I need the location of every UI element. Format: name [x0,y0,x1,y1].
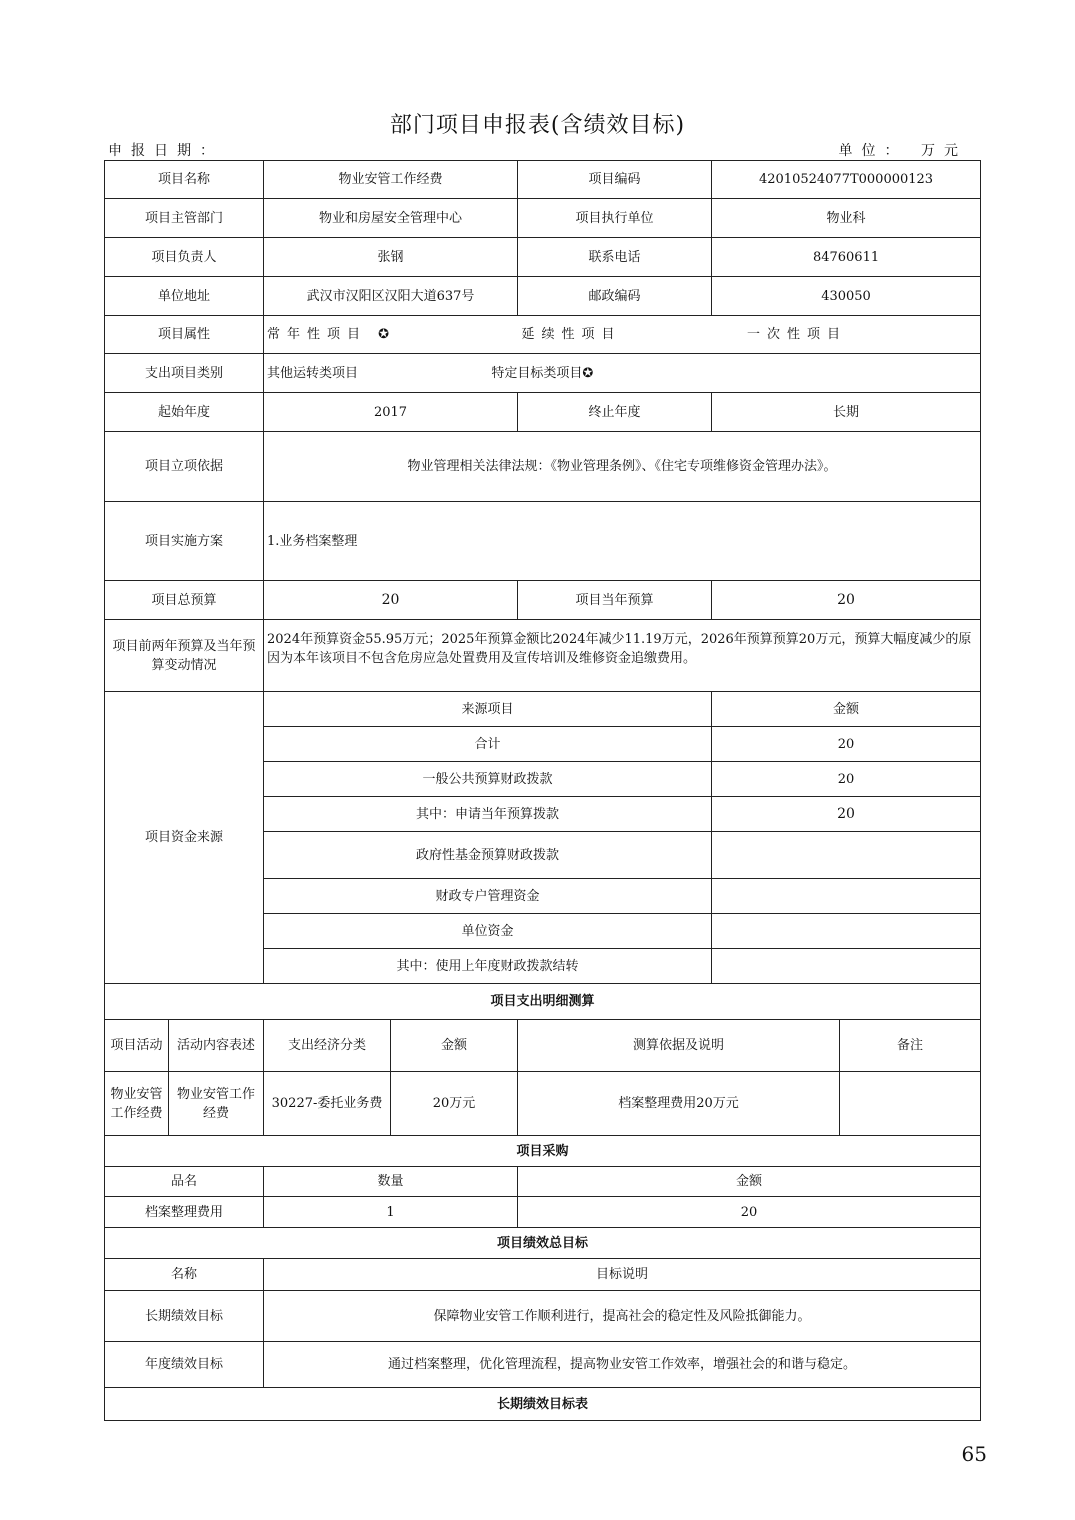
page-title: 部门项目申报表(含绩效目标) [389,113,686,138]
type-options [264,354,981,393]
funding-row-amount [712,832,981,879]
performance-col-desc: 目标说明 [264,1259,981,1291]
attr-options [264,316,981,354]
start-year-label: 起始年度 [105,393,264,432]
exec-unit-label: 项目执行单位 [518,199,712,238]
funding-col-amount: 金额 [712,692,981,727]
budget-change-label: 项目前两年预算及当年预算变动情况 [105,620,264,692]
attr-label: 项目属性 [105,316,264,354]
attr-option-onetime: 一次性项目 [747,327,848,342]
year-budget-value: 20 [712,581,981,620]
procurement-header-cell: 数量 [264,1167,518,1197]
funding-row-amount: 20 [712,727,981,762]
expense-header-cell: 金额 [391,1020,518,1072]
funding-source-label: 项目资金来源 [105,692,264,984]
performance-col-name: 名称 [105,1259,264,1291]
expense-cell: 30227-委托业务费 [264,1072,391,1136]
phone-label: 联系电话 [518,238,712,277]
expense-cell [840,1072,981,1136]
type-option-other: 其他运转类项目 [267,365,359,381]
funding-row-amount [712,914,981,949]
project-code-value: 42010524077T000000123 [712,161,981,199]
exec-unit-value: 物业科 [712,199,981,238]
page-number: 65 [961,1442,987,1466]
expense-header-cell: 备注 [840,1020,981,1072]
declare-date-label: 申报日期： [108,143,223,159]
leader-value: 张钢 [264,238,518,277]
expense-header-cell: 项目活动 [105,1020,169,1072]
project-name-value: 物业安管工作经费 [264,161,518,199]
total-budget-value: 20 [264,581,518,620]
leader-label: 项目负责人 [105,238,264,277]
expense-header-cell: 测算依据及说明 [518,1020,840,1072]
type-label: 支出项目类别 [105,354,264,393]
attr-option-annual: 常年性项目 ✪ [267,327,397,342]
annual-goal-label: 年度绩效目标 [105,1342,264,1388]
zip-label: 邮政编码 [518,277,712,316]
long-term-goal-desc: 保障物业安管工作顺利进行，提高社会的稳定性及风险抵御能力。 [264,1291,981,1342]
attr-option-continuing: 延续性项目 [521,327,622,342]
dept-value: 物业和房屋安全管理中心 [264,199,518,238]
funding-row-name: 其中：申请当年预算拨款 [264,797,712,832]
funding-row-name: 单位资金 [264,914,712,949]
funding-row-name: 其中：使用上年度财政拨款结转 [264,949,712,984]
basis-value: 物业管理相关法律法规：《物业管理条例》、《住宅专项维修资金管理办法》。 [264,432,981,502]
expense-cell: 物业安管工作经费 [169,1072,264,1136]
total-budget-label: 项目总预算 [105,581,264,620]
basis-label: 项目立项依据 [105,432,264,502]
expense-cell: 物业安管工作经费 [105,1072,169,1136]
funding-col-source: 来源项目 [264,692,712,727]
expense-section-title: 项目支出明细测算 [105,984,981,1020]
funding-row-amount [712,949,981,984]
funding-row-name: 政府性基金预算财政拨款 [264,832,712,879]
plan-value: 1.业务档案整理 [264,502,981,581]
zip-value: 430050 [712,277,981,316]
procurement-cell: 20 [518,1197,981,1228]
expense-header-cell: 活动内容表述 [169,1020,264,1072]
phone-value: 84760611 [712,238,981,277]
type-option-specific: 特定目标类项目✪ [491,365,594,381]
funding-row-name: 合计 [264,727,712,762]
unit-label: 单位： 万元 [838,143,967,159]
procurement-cell: 档案整理费用 [105,1197,264,1228]
funding-row-amount: 20 [712,797,981,832]
long-term-table-title: 长期绩效目标表 [105,1388,981,1421]
procurement-cell: 1 [264,1197,518,1228]
expense-header-cell: 支出经济分类 [264,1020,391,1072]
funding-row-name: 财政专户管理资金 [264,879,712,914]
start-year-value: 2017 [264,393,518,432]
procurement-section-title: 项目采购 [105,1136,981,1167]
end-year-label: 终止年度 [518,393,712,432]
address-label: 单位地址 [105,277,264,316]
funding-row-name: 一般公共预算财政拨款 [264,762,712,797]
plan-label: 项目实施方案 [105,502,264,581]
funding-row-amount: 20 [712,762,981,797]
procurement-header-cell: 金额 [518,1167,981,1197]
funding-row-amount [712,879,981,914]
project-form-table [104,160,981,1421]
expense-cell: 档案整理费用20万元 [518,1072,840,1136]
procurement-header-cell: 品名 [105,1167,264,1197]
expense-cell: 20万元 [391,1072,518,1136]
project-code-label: 项目编码 [518,161,712,199]
year-budget-label: 项目当年预算 [518,581,712,620]
budget-change-value: 2024年预算资金55.95万元；2025年预算金额比2024年减少11.19万元，2026年预算预算20万元，预算大幅度减少的原因为本年该项目不包含危房应急处置费用及宣传培训及维修资金追缴费用。 [264,620,981,692]
address-value: 武汉市汉阳区汉阳大道637号 [264,277,518,316]
performance-section-title: 项目绩效总目标 [105,1228,981,1259]
long-term-goal-label: 长期绩效目标 [105,1291,264,1342]
dept-label: 项目主管部门 [105,199,264,238]
annual-goal-desc: 通过档案整理，优化管理流程，提高物业安管工作效率，增强社会的和谐与稳定。 [264,1342,981,1388]
end-year-value: 长期 [712,393,981,432]
project-name-label: 项目名称 [105,161,264,199]
